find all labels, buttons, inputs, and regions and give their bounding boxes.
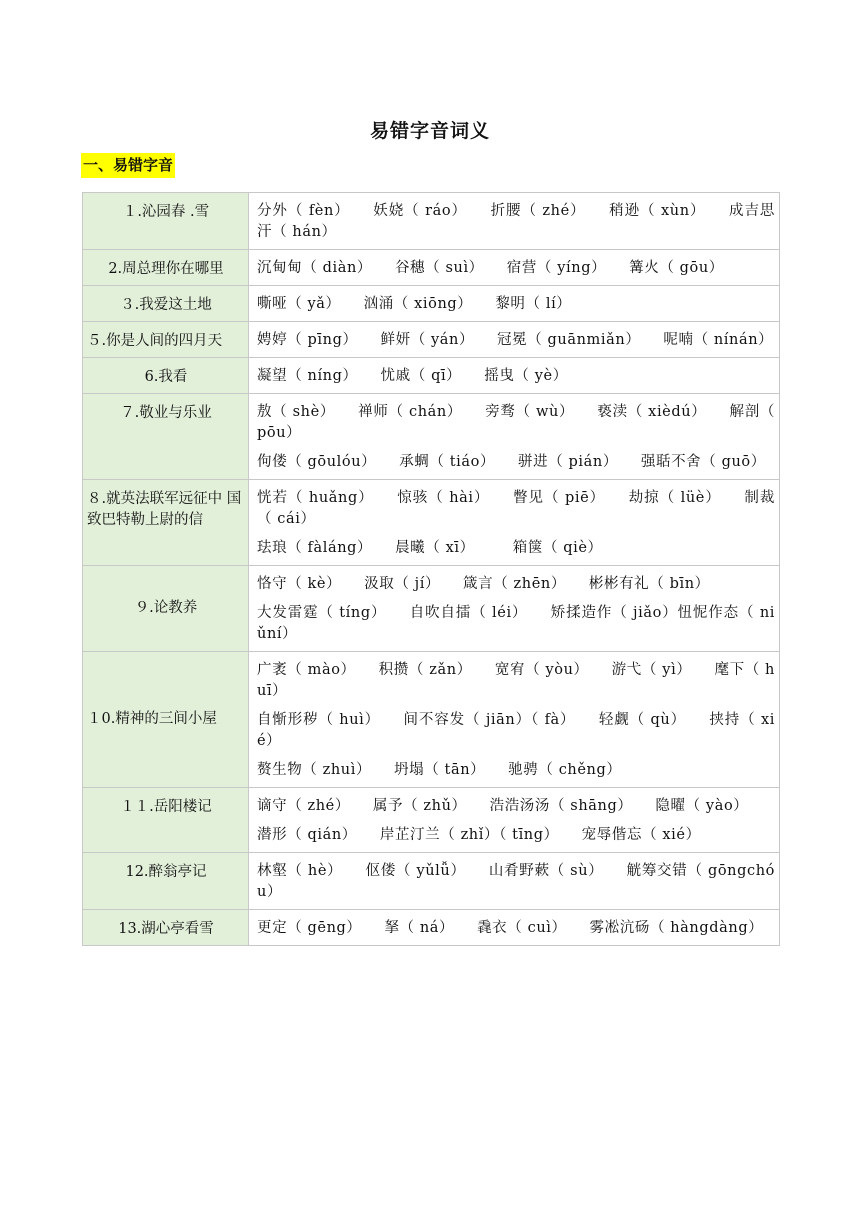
pronunciation-cell <box>249 322 780 358</box>
pronunciation-cell <box>249 193 780 250</box>
pronunciation-cell <box>249 286 780 322</box>
pronunciation-line: 佝偻（ gōulóu） 承蜩（ tiáo） 骈进（ pián） 强聒不舍（ guō） <box>257 454 766 470</box>
table-row <box>83 566 780 652</box>
table-row <box>83 322 780 358</box>
pronunciation-line: 潜形（ qián） 岸芷汀兰（ zhǐ）（ tīng） 宠辱偕忘（ xié） <box>257 827 701 843</box>
lesson-title: ８.就英法联军远征中 国致巴特勒上尉的信 <box>83 480 249 566</box>
vocabulary-table <box>82 192 780 946</box>
lesson-title: ７.敬业与乐业 <box>83 394 249 480</box>
pronunciation-line: 凝望（ níng） 忧戚（ qī） 摇曳（ yè） <box>257 368 568 384</box>
pronunciation-line: 更定（ gēng） 拏（ ná） 毳衣（ cuì） 雾凇沆砀（ hàngdàng） <box>257 920 764 936</box>
pronunciation-line: 嘶哑（ yǎ） 汹涌（ xiōng） 黎明（ lí） <box>257 296 572 312</box>
pronunciation-line: 自惭形秽（ huì） 间不容发（ jiān）（ fà） 轻觑（ qù） 挟持（ xié） <box>257 712 775 749</box>
table-row <box>83 853 780 910</box>
table-row <box>83 652 780 788</box>
pronunciation-cell <box>249 910 780 946</box>
pronunciation-line: 大发雷霆（ tíng） 自吹自擂（ léi） 矫揉造作（ jiǎo）忸怩作态（ niǔní） <box>257 605 775 642</box>
pronunciation-line: 恍若（ huǎng） 惊骇（ hài） 瞥见（ piē） 劫掠（ lüè） 制裁（ cái） <box>257 490 775 527</box>
pronunciation-line: 赘生物（ zhuì） 坍塌（ tān） 驰骋（ chěng） <box>257 762 622 778</box>
pronunciation-line: 恪守（ kè） 汲取（ jí） 箴言（ zhēn） 彬彬有礼（ bīn） <box>257 576 710 592</box>
pronunciation-line: 珐琅（ fàláng） 晨曦（ xī） 箱箧（ qiè） <box>257 540 603 556</box>
table-row <box>83 193 780 250</box>
pronunciation-line: 分外（ fèn） 妖娆（ ráo） 折腰（ zhé） 稍逊（ xùn） 成吉思汗（ hán） <box>257 203 775 240</box>
pronunciation-cell <box>249 566 780 652</box>
lesson-title: 6.我看 <box>83 358 249 394</box>
pronunciation-line: 敖（ shè） 禅师（ chán） 旁骛（ wù） 亵渎（ xièdú） 解剖（ pōu） <box>257 404 775 441</box>
lesson-title: １0.精神的三间小屋 <box>83 652 249 788</box>
document-title: 易错字音词义 <box>369 120 490 142</box>
pronunciation-line: 林壑（ hè） 伛偻（ yǔlǚ） 山肴野蔌（ sù） 觥筹交错（ gōngchóu） <box>257 863 775 900</box>
lesson-title: ３.我爱这土地 <box>83 286 249 322</box>
table-row <box>83 910 780 946</box>
pronunciation-cell <box>249 652 780 788</box>
pronunciation-cell <box>249 358 780 394</box>
lesson-title: 13.湖心亭看雪 <box>83 910 249 946</box>
section-heading: 一、易错字音 <box>81 153 175 178</box>
table-row <box>83 358 780 394</box>
pronunciation-line: 谪守（ zhé） 属予（ zhǔ） 浩浩汤汤（ shāng） 隐曜（ yào） <box>257 798 749 814</box>
pronunciation-line: 沉甸甸（ diàn） 谷穗（ suì） 宿营（ yíng） 篝火（ gōu） <box>257 260 724 276</box>
table-row <box>83 286 780 322</box>
pronunciation-cell <box>249 853 780 910</box>
vocabulary-table-body <box>83 193 780 946</box>
lesson-title: ５.你是人间的四月天 <box>83 322 249 358</box>
table-row <box>83 394 780 480</box>
table-row <box>83 788 780 853</box>
pronunciation-cell <box>249 788 780 853</box>
pronunciation-line: 广袤（ mào） 积攒（ zǎn） 宽宥（ yòu） 游弋（ yì） 麾下（ huī） <box>257 662 775 699</box>
lesson-title: １.沁园春 .雪 <box>83 193 249 250</box>
pronunciation-line: 娉婷（ pīng） 鲜妍（ yán） 冠冕（ guānmiǎn） 呢喃（ nínán） <box>257 332 774 348</box>
lesson-title: 2.周总理你在哪里 <box>83 250 249 286</box>
pronunciation-cell <box>249 394 780 480</box>
lesson-title: ９.论教养 <box>83 566 249 652</box>
table-row <box>83 480 780 566</box>
lesson-title: １１.岳阳楼记 <box>83 788 249 853</box>
pronunciation-cell <box>249 250 780 286</box>
table-row <box>83 250 780 286</box>
lesson-title: 12.醉翁亭记 <box>83 853 249 910</box>
pronunciation-cell <box>249 480 780 566</box>
